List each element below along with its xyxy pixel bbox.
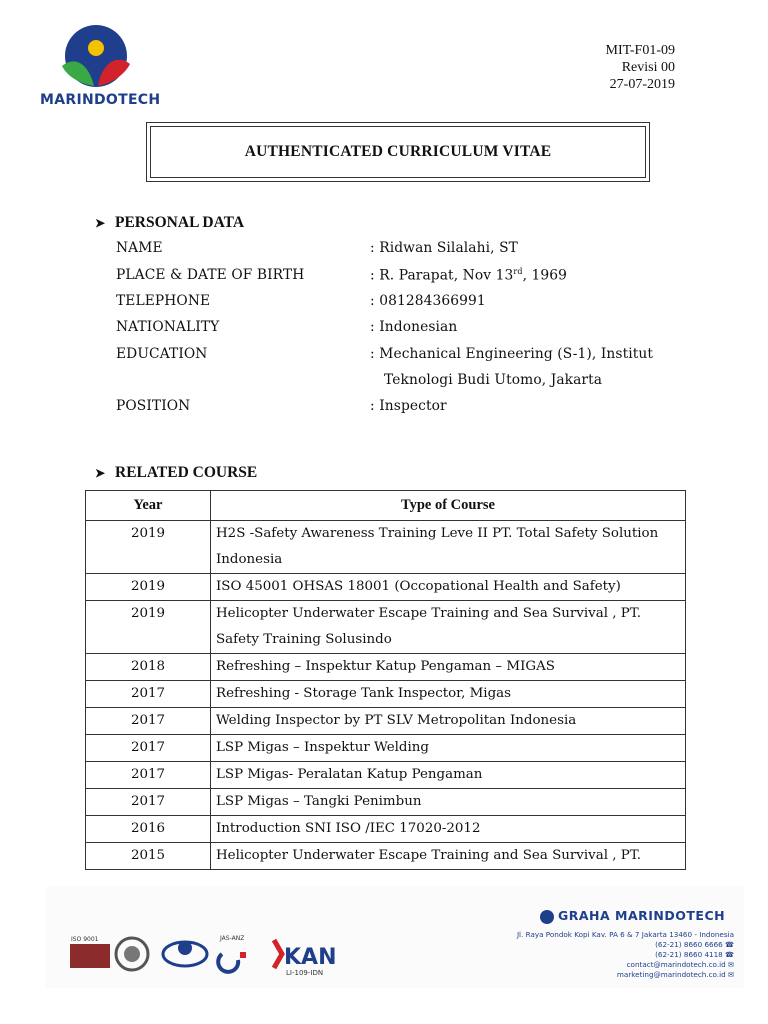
birth-label: PLACE & DATE OF BIRTH xyxy=(116,267,305,283)
footer-fax: (62-21) 8660 4118 ☎ xyxy=(655,950,734,959)
personal-data-heading: ➤ PERSONAL DATA xyxy=(95,214,245,231)
course-type: LSP Migas – Inspektur Welding xyxy=(211,735,686,762)
course-type: H2S -Safety Awareness Training Leve II PT. Total Safety Solution Indonesia xyxy=(211,521,686,574)
course-year: 2019 xyxy=(86,521,211,574)
kan-logo-text: KAN xyxy=(284,945,337,970)
course-year: 2017 xyxy=(86,762,211,789)
table-row xyxy=(86,735,686,762)
course-year: 2015 xyxy=(86,843,211,870)
course-year: 2017 xyxy=(86,789,211,816)
education-label: EDUCATION xyxy=(116,346,208,362)
doc-code: MIT-F01-09 xyxy=(605,43,675,58)
course-type: ISO 45001 OHSAS 18001 (Occopational Health and Safety) xyxy=(211,574,686,601)
course-year: 2017 xyxy=(86,708,211,735)
nationality-value: : Indonesian xyxy=(370,319,458,335)
course-type: Introduction SNI ISO /IEC 17020-2012 xyxy=(211,816,686,843)
course-year: 2017 xyxy=(86,735,211,762)
name-label: NAME xyxy=(116,240,163,256)
table-row xyxy=(86,708,686,735)
iso-cert-label: ISO 9001 xyxy=(71,936,99,943)
title-box xyxy=(146,122,650,182)
mail-icon: ✉ xyxy=(727,960,734,969)
course-type: Helicopter Underwater Escape Training and Sea Survival , PT. xyxy=(211,843,686,870)
position-label: POSITION xyxy=(116,398,191,414)
footer-email-marketing: marketing@marindotech.co.id ✉ xyxy=(616,970,734,979)
table-row xyxy=(86,681,686,708)
col-header-type: Type of Course xyxy=(211,491,686,521)
col-header-year: Year xyxy=(86,491,211,521)
table-row xyxy=(86,521,686,574)
nationality-label: NATIONALITY xyxy=(116,319,220,335)
related-course-heading: ➤ RELATED COURSE xyxy=(95,464,258,481)
course-type: Helicopter Underwater Escape Training and Sea Survival , PT. Safety Training Solusindo xyxy=(211,601,686,654)
telephone-label: TELEPHONE xyxy=(116,293,211,309)
graha-marindotech-brand: GRAHA MARINDOTECH xyxy=(540,908,725,924)
page-title: AUTHENTICATED CURRICULUM VITAE xyxy=(244,143,552,160)
telephone-value: : 081284366991 xyxy=(370,293,486,309)
company-wordmark: MARINDOTECH xyxy=(40,92,161,108)
table-row xyxy=(86,816,686,843)
table-row xyxy=(86,843,686,870)
table-row xyxy=(86,574,686,601)
education-value: : Mechanical Engineering (S-1), Institut xyxy=(370,346,654,362)
footer-address: Jl. Raya Pondok Kopi Kav. PA 6 & 7 Jakarta 13460 - Indonesia xyxy=(516,930,734,939)
course-table xyxy=(85,490,686,870)
course-type: LSP Migas – Tangki Penimbun xyxy=(211,789,686,816)
table-row xyxy=(86,762,686,789)
table-row xyxy=(86,654,686,681)
kan-code: LI-109-IDN xyxy=(286,969,324,977)
arrow-bullet-icon: ➤ xyxy=(95,466,106,480)
doc-date: 27-07-2019 xyxy=(609,77,675,92)
table-header-row xyxy=(86,491,686,521)
course-type: LSP Migas- Peralatan Katup Pengaman xyxy=(211,762,686,789)
course-year: 2019 xyxy=(86,574,211,601)
phone-icon: ☎ xyxy=(725,940,734,949)
fax-icon: ☎ xyxy=(725,950,734,959)
footer-phone: (62-21) 8660 6666 ☎ xyxy=(655,940,734,949)
jas-anz-label: JAS-ANZ xyxy=(220,935,245,942)
mail-icon: ✉ xyxy=(727,970,734,979)
course-type: Refreshing - Storage Tank Inspector, Migas xyxy=(211,681,686,708)
position-value: : Inspector xyxy=(370,398,447,414)
course-year: 2019 xyxy=(86,601,211,654)
footer-email-contact: contact@marindotech.co.id ✉ xyxy=(626,960,734,969)
table-row xyxy=(86,789,686,816)
certification-logos xyxy=(70,930,370,978)
course-type: Welding Inspector by PT SLV Metropolitan Indonesia xyxy=(211,708,686,735)
education-value-line2: Teknologi Budi Utomo, Jakarta xyxy=(384,372,603,388)
course-year: 2016 xyxy=(86,816,211,843)
graha-logo-icon xyxy=(540,910,554,924)
course-year: 2017 xyxy=(86,681,211,708)
table-row xyxy=(86,601,686,654)
birth-value: : R. Parapat, Nov 13rd, 1969 xyxy=(370,267,568,284)
course-type: Refreshing – Inspektur Katup Pengaman – MIGAS xyxy=(211,654,686,681)
course-year: 2018 xyxy=(86,654,211,681)
arrow-bullet-icon: ➤ xyxy=(95,216,106,230)
doc-revision: Revisi 00 xyxy=(621,60,675,75)
name-value: : Ridwan Silalahi, ST xyxy=(370,240,518,256)
